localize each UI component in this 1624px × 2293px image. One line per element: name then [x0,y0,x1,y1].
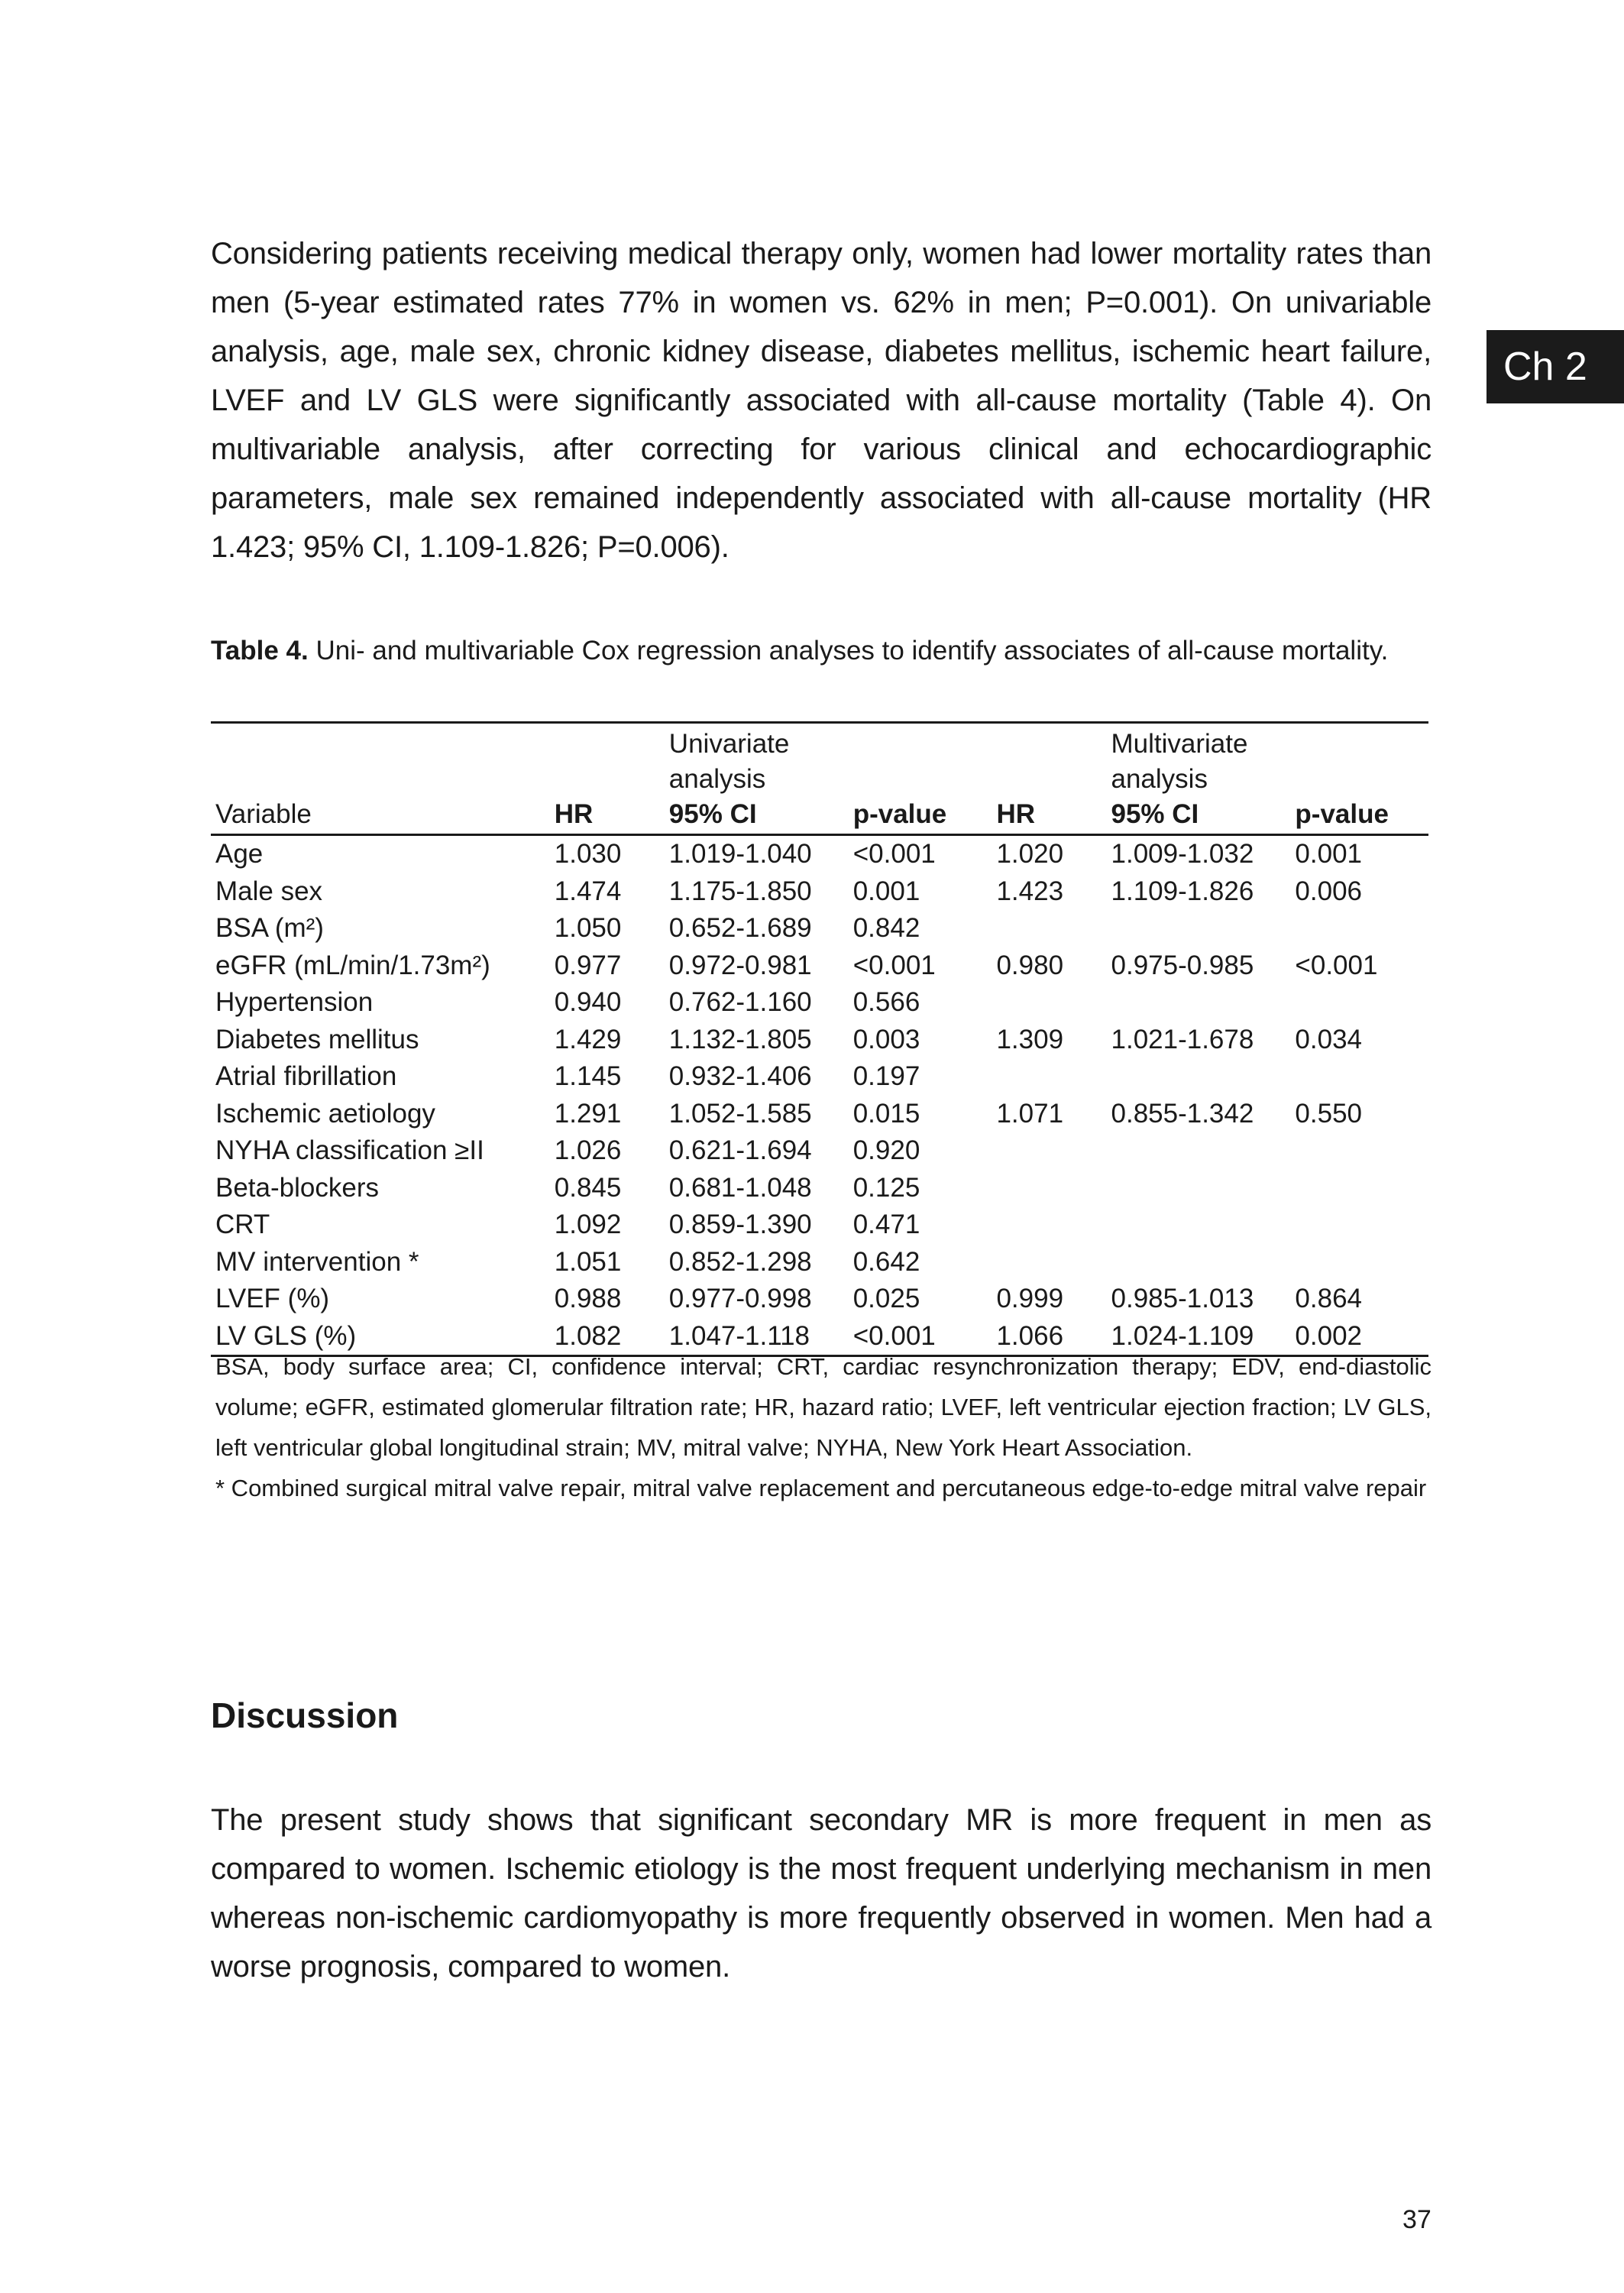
cell-variable: MV intervention * [215,1246,419,1277]
table-row [211,1170,1428,1207]
cell-variable: Hypertension [215,987,374,1017]
cell-uni-hr: 1.474 [554,876,622,906]
cell-multi-p: 0.034 [1295,1024,1363,1054]
cell-multi-p [1290,1058,1428,1096]
cell-multi-p: 0.002 [1290,1318,1428,1356]
cell-multi-ci [1107,1058,1291,1096]
table-row [211,910,1428,947]
multivariate-group-header: Multivariate analysis [1107,723,1291,798]
cell-variable: Beta-blockers [215,1172,379,1203]
cell-uni-ci: 1.019-1.040 [668,839,812,869]
univariate-group-header: Univariate analysis [665,723,849,798]
cell-multi-hr [992,1132,1106,1170]
cell-uni-hr: 1.030 [554,839,622,869]
cell-uni-p: 0.025 [852,1284,920,1313]
cell-uni-ci: 1.132-1.805 [668,1024,812,1054]
col-header-variable: Variable [211,797,550,835]
col-header-multi-p: p-value [1290,797,1428,835]
cell-uni-p: 0.471 [852,1210,920,1239]
col-header-multi-hr: HR [992,797,1106,835]
cell-uni-ci: 0.932-1.406 [668,1061,812,1091]
cell-uni-p: 0.197 [852,1061,920,1091]
cell-variable: BSA (m²) [215,913,324,943]
cell-multi-ci [1107,1132,1291,1170]
cell-multi-ci [1107,984,1291,1022]
cell-multi-hr: 1.309 [996,1024,1064,1054]
cell-multi-p: 0.001 [1295,839,1363,869]
cell-multi-hr [992,1058,1106,1096]
cell-uni-ci: 1.047-1.118 [665,1318,849,1356]
table-row [211,1132,1428,1170]
cell-uni-hr: 1.092 [554,1210,622,1239]
results-section [211,229,1432,572]
cell-uni-p: 0.001 [852,876,920,906]
cell-uni-hr: 1.291 [554,1098,622,1129]
cell-multi-ci [1107,1170,1291,1207]
cell-uni-ci: 0.652-1.689 [668,913,812,943]
cell-variable: eGFR (mL/min/1.73m²) [215,950,490,980]
cell-uni-hr: 1.082 [550,1318,665,1356]
cell-multi-hr: 1.066 [992,1318,1106,1356]
col-header-uni-p: p-value [849,797,992,835]
cell-multi-ci: 1.109-1.826 [1111,876,1254,906]
chapter-tab: Ch 2 [1487,330,1624,403]
cell-uni-ci: 1.052-1.585 [668,1098,812,1129]
column-header-row [211,797,1428,835]
cell-uni-hr: 1.026 [554,1135,622,1165]
cell-uni-ci: 0.762-1.160 [668,987,812,1017]
cell-multi-ci: 1.024-1.109 [1107,1318,1291,1356]
cell-uni-p: 0.566 [852,987,920,1017]
table-row [211,1058,1428,1096]
table-caption-label: Table 4. [211,636,309,666]
cell-multi-hr: 0.980 [996,950,1064,980]
cell-multi-p [1290,910,1428,947]
cell-variable: Male sex [215,876,323,906]
cell-uni-ci: 0.621-1.694 [668,1135,812,1165]
table-row [211,1022,1428,1059]
footnote-asterisk: * Combined surgical mitral valve repair, mitral valve replacement and percutaneous edge-to-edge mitral valve repair [215,1475,1427,1501]
cell-uni-hr: 0.845 [554,1172,622,1203]
cell-multi-p: 0.006 [1295,876,1363,906]
cox-regression-table [211,721,1428,1357]
cell-multi-p [1290,1170,1428,1207]
cell-multi-p: 0.864 [1295,1284,1363,1313]
cell-multi-hr [992,910,1106,947]
cell-multi-ci: 0.975-0.985 [1111,950,1254,980]
cell-multi-p: <0.001 [1295,950,1378,980]
cell-multi-hr: 1.423 [996,876,1064,906]
col-header-multi-ci: 95% CI [1107,797,1291,835]
table-row [211,1281,1428,1318]
cell-variable: Diabetes mellitus [215,1024,419,1054]
cell-multi-hr [992,1244,1106,1281]
cell-uni-p: 0.003 [852,1024,920,1054]
cell-uni-hr: 1.051 [554,1246,622,1277]
table-row [211,1244,1428,1281]
table-row [211,835,1428,873]
cell-multi-ci: 1.009-1.032 [1111,839,1254,869]
cell-multi-ci: 0.855-1.342 [1111,1098,1254,1129]
cell-uni-hr: 1.145 [554,1061,622,1091]
cell-variable: NYHA classification ≥II [215,1135,484,1165]
cell-uni-hr: 0.940 [554,987,622,1017]
cell-uni-ci: 0.681-1.048 [668,1172,812,1203]
cell-uni-p: <0.001 [852,950,936,980]
cell-multi-ci: 1.021-1.678 [1111,1024,1254,1054]
cell-multi-ci: 0.985-1.013 [1111,1284,1254,1313]
cell-multi-ci [1107,910,1291,947]
table-body [211,835,1428,1356]
group-header-row [211,723,1428,798]
cell-uni-p: 0.842 [852,913,920,943]
cell-multi-hr: 0.999 [996,1284,1064,1313]
cell-uni-ci: 0.852-1.298 [668,1246,812,1277]
cell-multi-hr [992,1206,1106,1244]
cell-uni-p: 0.015 [852,1098,920,1129]
cell-multi-p [1290,1206,1428,1244]
cell-multi-hr: 1.071 [996,1098,1064,1129]
cell-uni-p: <0.001 [849,1318,992,1356]
table-row [211,1206,1428,1244]
cell-multi-ci [1107,1244,1291,1281]
cell-multi-p [1290,1244,1428,1281]
cell-uni-p: 0.642 [852,1246,920,1277]
cell-uni-hr: 0.977 [554,950,622,980]
cell-uni-p: 0.920 [852,1135,920,1165]
page-number: 37 [1402,2205,1432,2234]
cell-variable: Ischemic aetiology [215,1098,435,1129]
cell-variable: LVEF (%) [215,1284,330,1313]
cell-uni-ci: 0.972-0.981 [668,950,812,980]
cell-uni-p: 0.125 [852,1172,920,1203]
cell-variable: LV GLS (%) [211,1318,550,1356]
table-caption [211,627,1432,675]
cell-multi-p [1290,1132,1428,1170]
cell-uni-p: <0.001 [852,839,936,869]
cell-uni-hr: 1.429 [554,1024,622,1054]
table-row [211,947,1428,985]
discussion-paragraph: The present study shows that significant secondary MR is more frequent in men as compared to women. Ischemic etiology is the most frequent underlying mechanism in men whereas non-ischemic cardiomyopathy is more frequently observed in women. Men had a worse prognosis, compared to women. [211,1803,1432,1984]
col-header-uni-hr: HR [550,797,665,835]
table-row [211,1096,1428,1133]
cell-multi-hr [992,984,1106,1022]
table-row [211,984,1428,1022]
discussion-heading: Discussion [211,1695,399,1735]
table-caption-text: Uni- and multivariable Cox regression analyses to identify associates of all-cause mortality. [308,636,1389,666]
footnote-abbreviations: BSA, body surface area; CI, confidence interval; CRT, cardiac resynchronization therapy; EDV, end-diastolic volume; eGFR, estimated glomerular filtration rate; HR, hazard ratio; LVEF, left ventricular ejection fraction; LV GLS, left ventricular global longitudinal strain; MV, mitral valve; NYHA, New York Heart Association. [215,1353,1432,1461]
cell-multi-hr: 1.020 [996,839,1064,869]
cell-uni-ci: 0.977-0.998 [668,1284,812,1313]
cell-multi-ci [1107,1206,1291,1244]
discussion-section [211,1796,1432,1991]
cell-multi-p [1290,984,1428,1022]
table-footnotes [215,1346,1432,1508]
table-row [211,873,1428,911]
cell-uni-ci: 0.859-1.390 [668,1210,812,1239]
cell-variable: CRT [215,1210,270,1239]
cell-multi-hr [992,1170,1106,1207]
col-header-uni-ci: 95% CI [665,797,849,835]
cell-multi-p: 0.550 [1295,1098,1363,1129]
cell-variable: Age [215,839,264,869]
cell-variable: Atrial fibrillation [215,1061,397,1091]
cell-uni-ci: 1.175-1.850 [668,876,812,906]
cell-uni-hr: 0.988 [554,1284,622,1313]
intro-paragraph: Considering patients receiving medical therapy only, women had lower mortality rates than men (5-year estimated rates 77% in women vs. 62% in men; P=0.001). On univariable analysis, age, male sex, chronic kidney disease, diabetes mellitus, ischemic heart failure, LVEF and LV GLS were significantly associated with all-cause mortality (Table 4). On multivariable analysis, after correcting for various clinical and echocardiographic parameters, male sex remained independently associated with all-cause mortality (HR 1.423; 95% CI, 1.109-1.826; P=0.006). [211,237,1432,564]
cell-uni-hr: 1.050 [554,913,622,943]
